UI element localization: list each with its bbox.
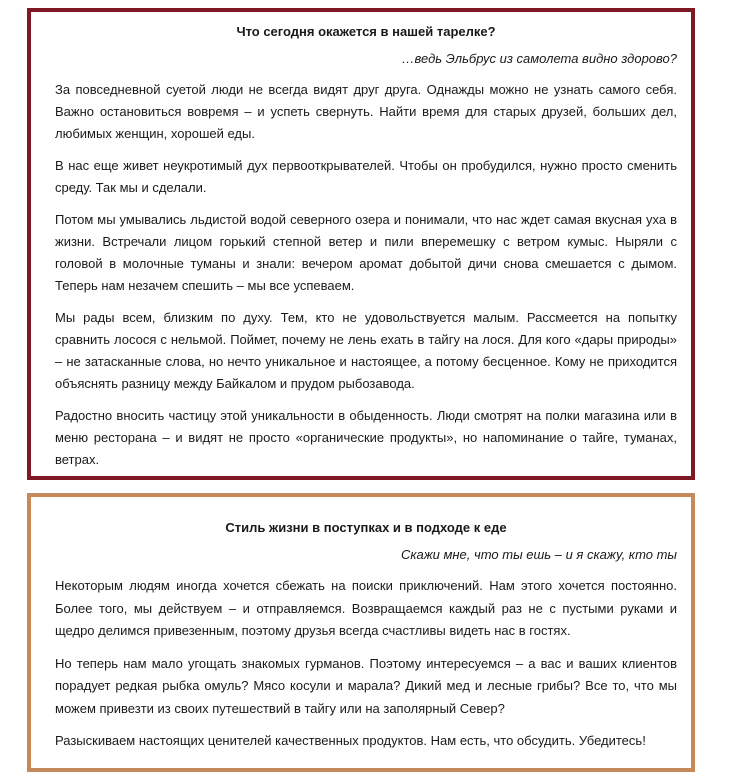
section-1-paragraph-1: За повседневной суетой люди не всегда видят друг друга. Однажды можно не узнать самого себя. Важно остановиться вовремя – и успеть свернуть. Найти время для старых друзей, больших дел, любимых женщин, хорошей еды. xyxy=(55,82,677,141)
section-1-paragraph-4: Мы рады всем, близким по духу. Тем, кто не удовольствуется малым. Рассмеется на попытку сравнить лосося с нельмой. Поймет, почему не лень ехать в тайгу на лося. Для кого «дары природы» – не затасканные слова, но нечто уникальное и настоящее, а потому бесценное. Кому не приходится объяснять разницу между Байкалом и прудом рыбозавода. xyxy=(55,310,677,391)
section-1-paragraph-2: В нас еще живет неукротимый дух первооткрывателей. Чтобы он пробудился, нужно просто сменить среду. Так мы и сделали. xyxy=(55,158,677,195)
section-1-title: Что сегодня окажется в нашей тарелке? xyxy=(236,24,496,39)
section-2-paragraph-2: Но теперь нам мало угощать знакомых гурманов. Поэтому интересуемся – а вас и ваших клиентов порадует редкая рыбка омуль? Мясо косули и марала? Дикий мед и лесные грибы? Все то, что мы можем привезти из своих путешествий в тайгу или на заполярный Север? xyxy=(55,655,677,716)
section-box-1 xyxy=(27,8,695,480)
section-2-paragraph-3: Разыскиваем настоящих ценителей качественных продуктов. Нам есть, что обсудить. Убедитесь! xyxy=(55,733,646,748)
section-1-paragraph-3: Потом мы умывались льдистой водой северного озера и понимали, что нас ждет самая вкусная уха в жизни. Встречали лицом горький степной ветер и пили вперемешку с ветром кумыс. Ныряли с головой в молочные туманы и знали: вечером аромат добытой дичи снова смешается с дымом. Теперь нам незачем спешить – мы все успеваем. xyxy=(55,212,677,293)
section-2-epigraph: Скажи мне, что ты ешь – и я скажу, кто ты xyxy=(400,547,677,562)
section-1-paragraph-5: Радостно вносить частицу этой уникальности в обыденность. Люди смотрят на полки магазина или в меню ресторана – и видят не просто «органические продукты», но напоминание о тайге, туманах, ветрах. xyxy=(55,408,677,467)
section-2-paragraph-1: Некоторым людям иногда хочется сбежать на поиски приключений. Нам этого хочется постоянно. Более того, мы действуем – и отправляемся. Возвращаемся каждый раз не с пустыми руками и щедро делимся привезенным, поэтому друзья всегда счастливы видеть нас в гостях. xyxy=(55,578,677,638)
section-2-title: Стиль жизни в поступках и в подходе к еде xyxy=(225,520,507,535)
section-box-2 xyxy=(27,493,695,772)
section-1-epigraph: …ведь Эльбрус из самолета видно здорово? xyxy=(401,51,677,66)
